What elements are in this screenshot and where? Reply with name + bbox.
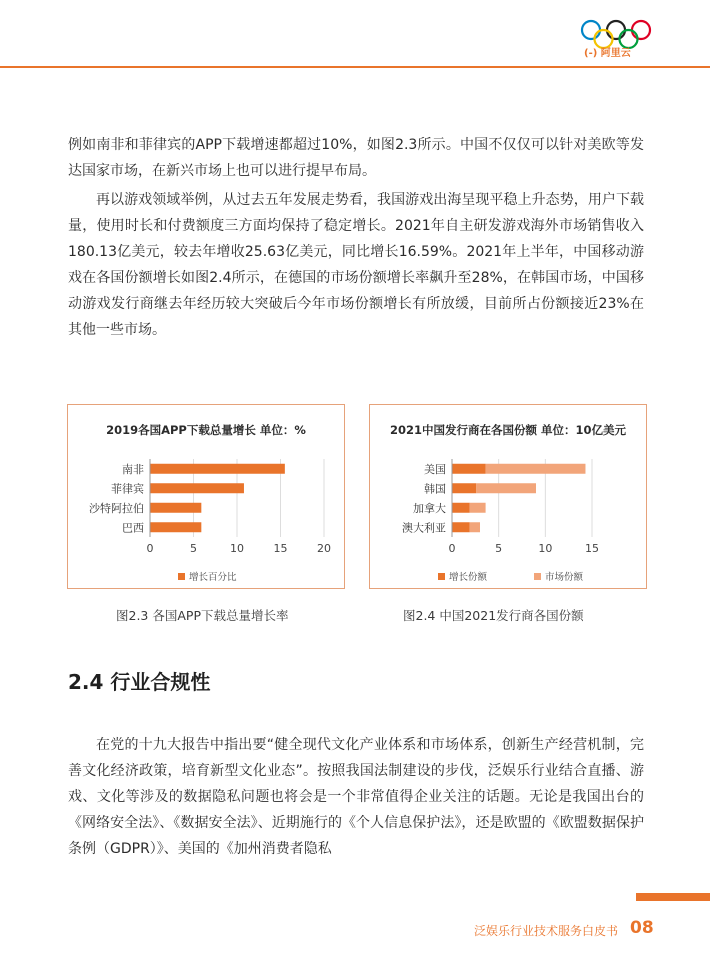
bar (452, 522, 470, 532)
x-tick-label: 5 (190, 542, 197, 555)
aliyun-brand-text: 阿里云 (600, 48, 631, 59)
chart-plot (68, 405, 344, 588)
figure-caption-2-4: 图2.4 中国2021发行商各国份额 (403, 608, 584, 623)
x-tick-label: 15 (585, 542, 599, 555)
category-label: 巴西 (122, 521, 144, 535)
x-tick-label: 15 (273, 542, 288, 555)
body-paragraph-3: 在党的十九大报告中指出要“健全现代文化产业体系和市场体系，创新生产经营机制，完善文化经济政策，培育新型文化业态”。按照我国法制建设的步伐，泛娱乐行业结合直播、游戏、文化等涉及的数据隐私问题也将会是一个非常值得企业关注的话题。无论是我国出台的《网络安全法》、《数据安全法》、近期施行的《个人信息保护法》，还是欧盟的《欧盟数据保护条例（GDPR）》、美国的《加州消费者隐私 (68, 737, 644, 857)
x-tick-label: 5 (495, 542, 503, 555)
chart-app-download-growth (67, 404, 345, 589)
category-label: 加拿大 (413, 501, 446, 515)
category-label: 澳大利亚 (402, 521, 446, 535)
category-label: 美国 (424, 462, 446, 476)
bar (486, 464, 586, 474)
legend-label: 市场份额 (545, 572, 584, 583)
x-tick-label: 10 (230, 542, 244, 555)
bar (150, 503, 201, 513)
footer-accent-bar (636, 893, 710, 901)
bar (452, 503, 470, 513)
header-divider (0, 66, 710, 68)
bar (150, 483, 244, 493)
category-label: 韩国 (424, 482, 446, 496)
legend-swatch (178, 573, 185, 580)
legend-label: 增长百分比 (189, 572, 237, 583)
chart-title: 2019各国APP下载总量增长 单位：% (106, 423, 306, 437)
bar (452, 483, 476, 493)
category-label: 菲律宾 (111, 482, 144, 496)
section-heading: 2.4 行业合规性 (68, 670, 211, 694)
page-number: 08 (630, 918, 654, 938)
figure-caption-2-3: 图2.3 各国APP下载总量增长率 (116, 608, 289, 623)
bar (150, 522, 201, 532)
bar (452, 464, 486, 474)
bar (150, 464, 285, 474)
bar (470, 522, 480, 532)
ring-red (632, 21, 650, 39)
legend-label: 增长份额 (449, 572, 488, 583)
legend-swatch (534, 573, 541, 580)
ring-black (607, 21, 625, 39)
aliyun-logo-mark: (-) (584, 48, 598, 59)
ring-blue (582, 21, 600, 39)
bar (476, 483, 536, 493)
body-paragraph-2: 再以游戏领域举例，从过去五年发展走势看，我国游戏出海呈现平稳上升态势，用户下载量，使用时长和付费额度三方面均保持了稳定增长。2021年自主研发游戏海外市场销售收入180.13亿美元，较去年增收25.63亿美元，同比增长16.59%。2021年上半年，中国移动游戏在各国份额增长如图2.4所示，在德国的市场份额增长率飙升至28%，在韩国市场，中国移动游戏发行商继去年经历较大突破后今年市场份额增长有所放缓，目前所占份额接近23%在其他一些市场。 (68, 192, 644, 338)
bar (470, 503, 486, 513)
category-label: 沙特阿拉伯 (89, 501, 144, 515)
chart-plot (370, 405, 646, 588)
aliyun-logo (584, 44, 654, 59)
legend-swatch (438, 573, 445, 580)
category-label: 南非 (122, 462, 144, 476)
x-tick-label: 0 (146, 542, 154, 555)
x-tick-label: 10 (538, 542, 553, 555)
footer-title: 泛娱乐行业技术服务白皮书 (474, 924, 619, 938)
x-tick-label: 20 (317, 542, 331, 555)
body-paragraph-1: 例如南非和菲律宾的APP下载增速都超过10%，如图2.3所示。中国不仅仅可以针对美欧等发达国家市场，在新兴市场上也可以进行提早布局。 (68, 137, 644, 179)
x-tick-label: 0 (448, 542, 456, 555)
chart-title: 2021中国发行商在各国份额 单位：10亿美元 (389, 423, 626, 437)
chart-publisher-share (369, 404, 647, 589)
